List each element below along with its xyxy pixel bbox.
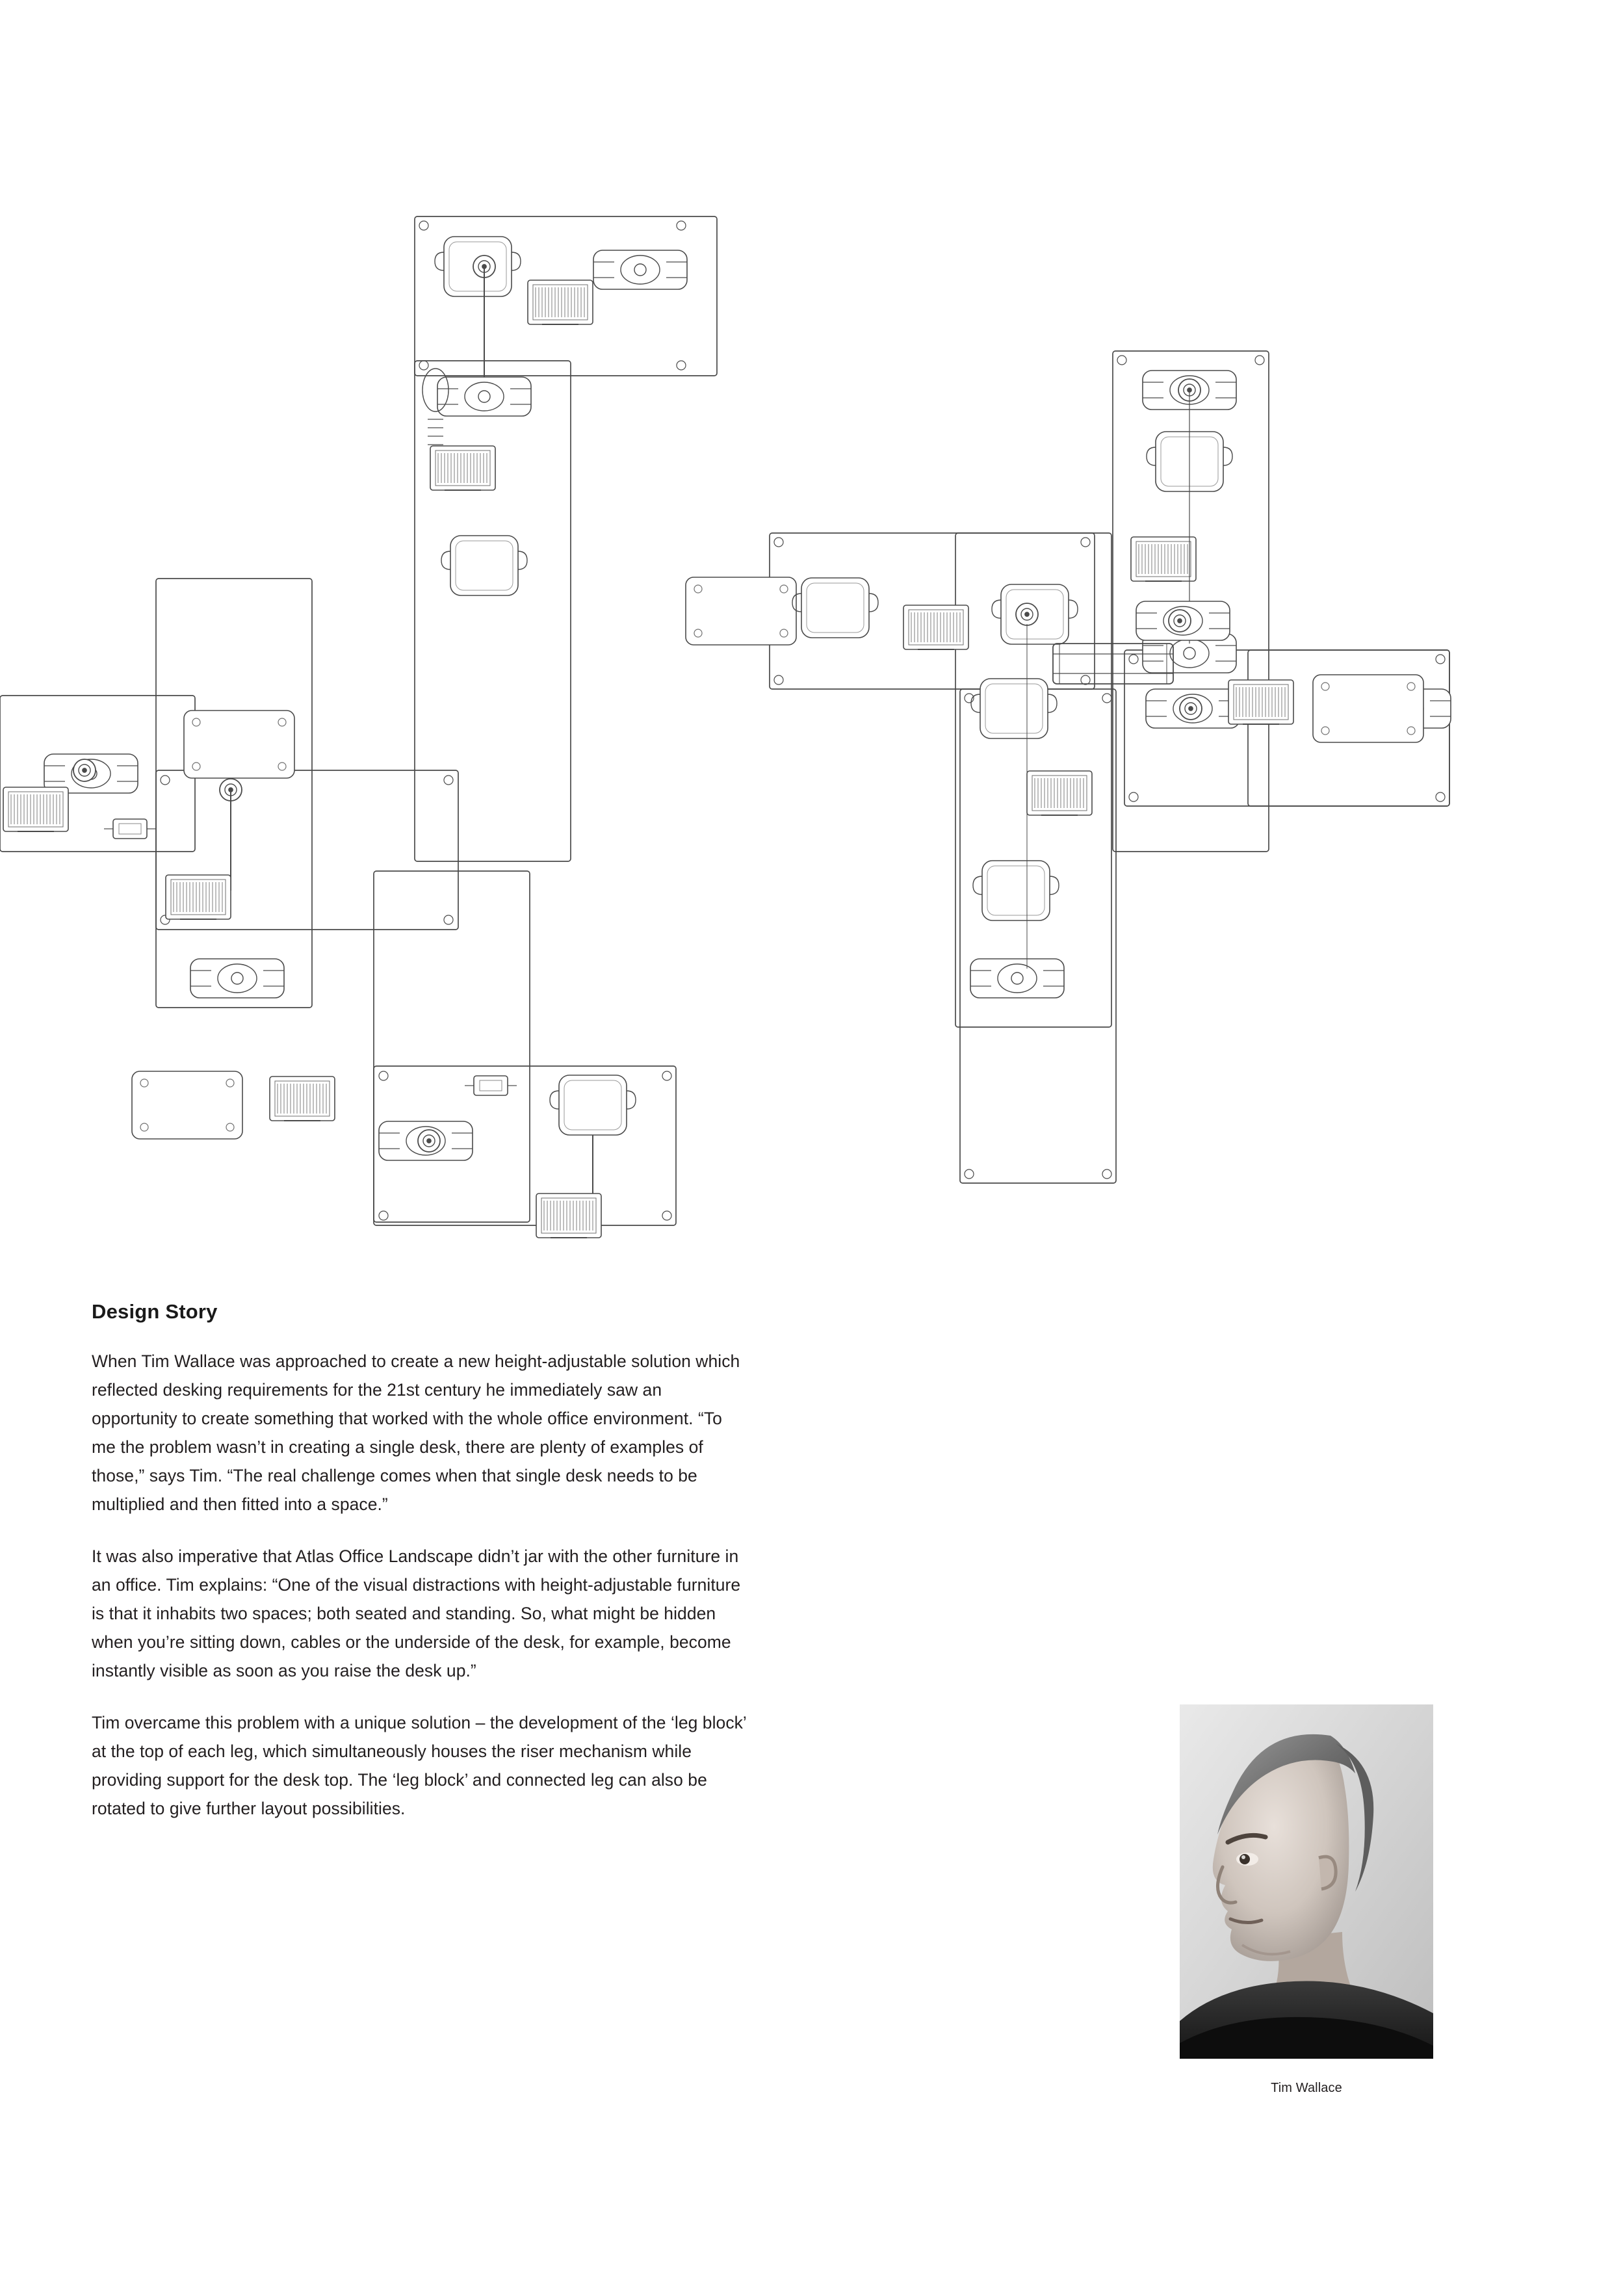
portrait-photo [1180, 1704, 1433, 2059]
design-story-section [92, 1300, 748, 1823]
portrait-block [1180, 1704, 1433, 2096]
paragraph-3: Tim overcame this problem with a unique solution – the development of the ‘leg block’ at the top of each leg, which simultaneously houses the riser mechanism while providing support for the desk top. The ‘leg block’ and connected leg can also be rotated to give further layout possibilities. [92, 1713, 746, 1818]
page-title: Design Story [92, 1300, 218, 1323]
paragraph-1: When Tim Wallace was approached to create a new height-adjustable solution which reflected desking requirements for the 21st century he immediately saw an opportunity to create something that worked with the whole office environment. “To me the problem wasn’t in creating a single desk, there are plenty of examples of those,” says Tim. “The real challenge comes when that single desk needs to be multiplied and then fitted into a space.” [92, 1351, 740, 1514]
paragraph-2: It was also imperative that Atlas Office Landscape didn’t jar with the other furniture in an office. Tim explains: “One of the visual distractions with height-adjustable furniture is that it inhabits two spaces; both seated and standing. So, what might be hidden when you’re sitting down, cables or the underside of the desk, for example, become instantly visible as soon as you raise the desk up.” [92, 1546, 741, 1680]
portrait-caption: Tim Wallace [1271, 2081, 1342, 2095]
desk-layout-illustration [0, 195, 1623, 1268]
portrait-image [1180, 1704, 1433, 2059]
desk-layout-svg [0, 195, 1623, 1268]
